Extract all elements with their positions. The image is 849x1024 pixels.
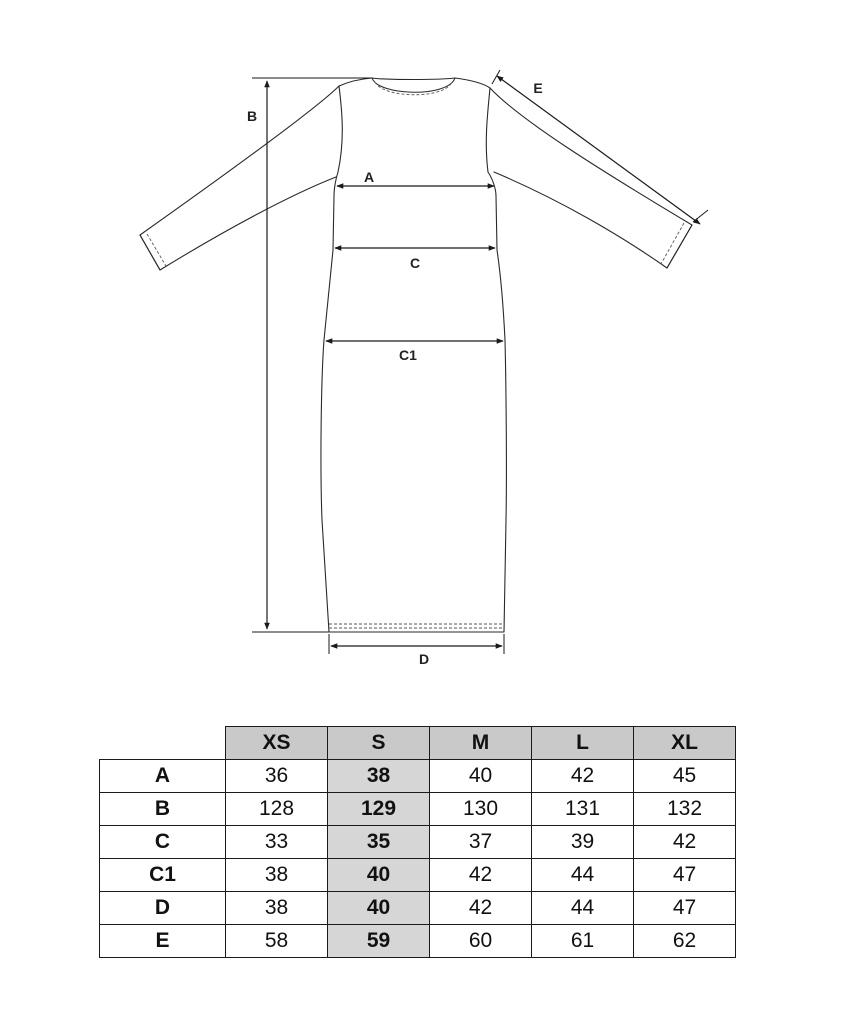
size-header-xs: XS [226,727,328,760]
table-cell-highlighted: 40 [328,859,430,892]
table-cell: 33 [226,826,328,859]
size-header-row [100,727,736,760]
row-label-D: D [100,892,226,925]
label-C1: C1 [399,347,417,363]
table-cell: 39 [532,826,634,859]
table-row [100,760,736,793]
size-chart-table [99,726,736,958]
table-cell: 44 [532,859,634,892]
table-cell: 60 [430,925,532,958]
size-header-l: L [532,727,634,760]
table-cell: 61 [532,925,634,958]
table-cell-highlighted: 40 [328,892,430,925]
table-cell-highlighted: 35 [328,826,430,859]
label-D: D [418,651,430,667]
table-cell-highlighted: 38 [328,760,430,793]
table-cell: 40 [430,760,532,793]
size-header-m: M [430,727,532,760]
table-cell: 44 [532,892,634,925]
table-cell: 131 [532,793,634,826]
table-cell: 38 [226,859,328,892]
dimension-E [492,70,708,224]
table-cell: 42 [430,892,532,925]
table-cell: 42 [532,760,634,793]
table-cell: 36 [226,760,328,793]
table-cell: 47 [634,892,736,925]
table-row [100,892,736,925]
row-label-E: E [100,925,226,958]
table-cell: 38 [226,892,328,925]
row-label-C1: C1 [100,859,226,892]
table-row [100,925,736,958]
row-label-A: A [100,760,226,793]
table-row [100,826,736,859]
table-cell: 47 [634,859,736,892]
label-E: E [533,80,543,96]
row-label-C: C [100,826,226,859]
dimension-C1 [326,341,503,363]
dimension-C [335,248,495,271]
size-header-s: S [328,727,430,760]
row-label-B: B [100,793,226,826]
dimension-A [337,169,494,186]
table-cell: 42 [430,859,532,892]
table-cell: 37 [430,826,532,859]
size-header-xl: XL [634,727,736,760]
table-row [100,859,736,892]
table-cell-highlighted: 129 [328,793,430,826]
dimension-D [329,634,504,667]
table-cell: 45 [634,760,736,793]
table-cell-highlighted: 59 [328,925,430,958]
label-C: C [409,255,421,271]
dimension-B [246,78,375,632]
table-cell: 62 [634,925,736,958]
table-cell: 58 [226,925,328,958]
table-row [100,793,736,826]
table-cell: 42 [634,826,736,859]
corner-cell [100,727,226,760]
table-cell: 130 [430,793,532,826]
label-A: A [363,169,375,185]
table-cell: 132 [634,793,736,826]
label-B: B [246,108,258,124]
table-cell: 128 [226,793,328,826]
